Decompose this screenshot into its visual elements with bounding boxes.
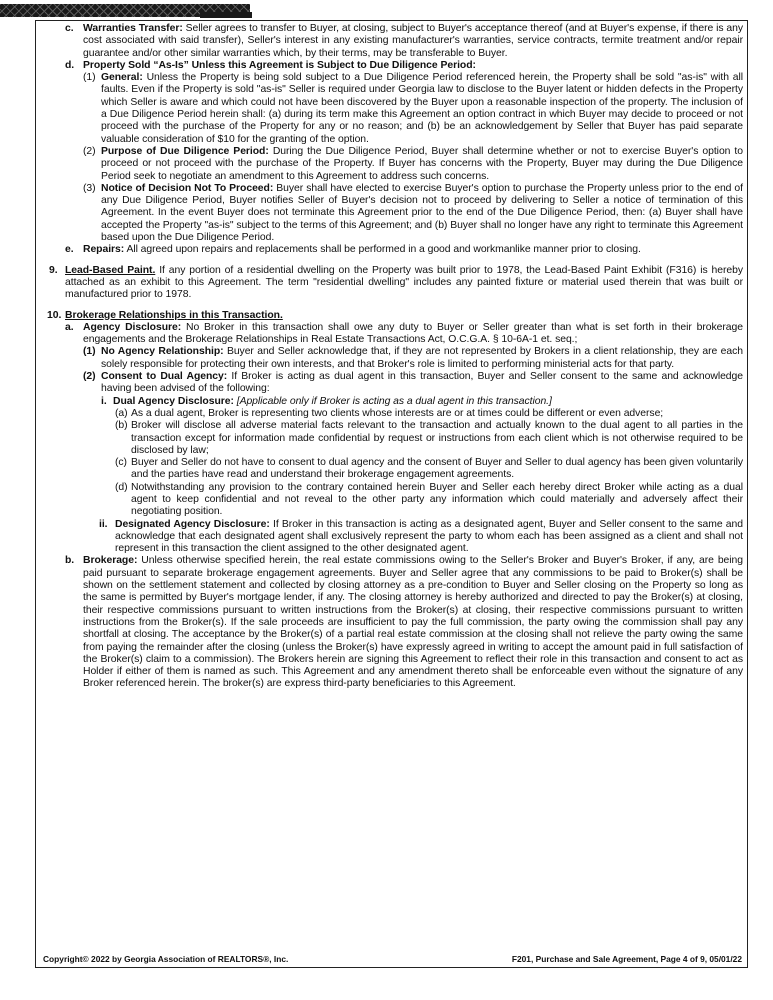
designated-agency-label: ii. bbox=[99, 518, 108, 530]
section-d-item-3-text: Buyer shall have elected to exercise Buyer's option to purchase the Property unless prior to the end of any Due Diligence Period, Buyer notifies Seller of Buyer's decision not to proceed by delivering to Seller a notice of termination of this Agreement. In the event Buyer does not terminate this Agreement prior to the end of the Due Diligence Period, then: (a) Buyer shall have accepted the Property "as-is" subject to the terms of this Agreement; and (b) Buyer shall no longer have any right to terminate this Agreement based upon the Due Diligence Period. bbox=[101, 182, 743, 244]
section-d-item-2-label: (2) bbox=[83, 145, 96, 157]
section-10a bbox=[43, 322, 743, 347]
section-10-label: 10. bbox=[47, 309, 62, 321]
section-d-item-2-title: Purpose of Due Diligence Period: bbox=[101, 145, 269, 157]
dual-agency-title: Dual Agency Disclosure: bbox=[113, 395, 234, 407]
document-body bbox=[43, 23, 743, 691]
section-10a-item-2 bbox=[43, 371, 743, 396]
section-10a-item-1-text: Buyer and Seller acknowledge that, if they are not represented by Brokers in a client relationship, they are each solely responsible for protecting their own interests, and that Broker's role is limited to performing ministerial acts for that party. bbox=[101, 346, 743, 370]
section-c-title: Warranties Transfer: bbox=[83, 23, 183, 34]
section-d-item-3 bbox=[43, 183, 743, 244]
dual-agency-item-b-label: (b) bbox=[115, 420, 128, 432]
dual-agency-item-d bbox=[43, 482, 743, 519]
section-10b bbox=[43, 555, 743, 690]
dual-agency-item-b-text: Broker will disclose all adverse material facts relevant to the transaction and actually known to the dual agent to all parties in the transaction except for information made confidential by request or instructions from each client which is not otherwise required to be disclosed by law; bbox=[131, 420, 743, 456]
section-10a-text: No Broker in this transaction shall owe any duty to Buyer or Seller greater than what is set forth in their brokerage engagements and the Brokerage Relationships in Real Estate Transactions Act, O.C.G.A. § 10-6A-1 et. seq.; bbox=[83, 321, 743, 346]
section-10a-label: a. bbox=[65, 321, 74, 333]
section-e bbox=[43, 244, 743, 256]
section-d-item-1 bbox=[43, 72, 743, 146]
section-10a-item-2-label: (2) bbox=[83, 371, 96, 383]
designated-agency-text: If Broker in this transaction is acting as a designated agent, Buyer and Seller consent to the same and acknowledge that each designated agent shall exclusively represent the party to whom each has been assigned as a client and shall not represent in this transaction the client assigned to the other designated agent. bbox=[115, 518, 743, 555]
section-9-label: 9. bbox=[49, 264, 58, 276]
dual-agency-item-d-label: (d) bbox=[115, 481, 128, 493]
dual-agency-item-c bbox=[43, 457, 743, 482]
section-10a-item-1-label: (1) bbox=[83, 346, 96, 358]
section-10b-title: Brokerage: bbox=[83, 555, 138, 567]
section-10 bbox=[43, 310, 743, 322]
dual-agency-item-a-label: (a) bbox=[115, 407, 128, 419]
footer-form-info: F201, Purchase and Sale Agreement, Page 4 of 9, 05/01/22 bbox=[511, 954, 742, 964]
redaction-bar-tail bbox=[200, 12, 252, 18]
dual-agency-item-a bbox=[43, 408, 743, 420]
section-9-title: Lead-Based Paint. bbox=[65, 264, 156, 276]
section-10b-text: Unless otherwise specified herein, the real estate commissions owing to the Seller's Broker and Buyer's Broker, if any, are being paid pursuant to separate brokerage engagement agreements. Buyer and Seller agree that any commissions to be paid to Broker(s) shall be shown on the settlement statement and collected by closing attorney as a pre-condition to Buyer and Seller closing on the Property so long as the same is permitted by Buyer's mortgage lender, if any. The closing attorney is hereby authorized and directed to pay the Broker(s) at closing, their respective commissions pursuant to written instructions from the Broker(s) at closing, their respective commissions pursuant to written instructions from the Broker(s). If the sale proceeds are insufficient to pay the full commission, the party owing the commission shall pay any shortfall at closing. The acceptance by the Broker(s) of a partial real estate commission at the closing shall not relieve the party owing the same from paying the remainder after the closing (unless the Broker(s) have expressly agreed in writing to accept the amount paid in full satisfaction of the Broker(s) claim to a commission). The Brokers herein are signing this Agreement to reflect their role in this transaction and consent to act as Holder if either of them is named as such. This Agreement and any amendment thereto shall be enforceable even without the signature of any Broker referenced herein. The broker(s) are express third-party beneficiaries to this Agreement. bbox=[83, 555, 743, 690]
section-c-text: Seller agrees to transfer to Buyer, at closing, subject to Buyer's acceptance thereof (and at Buyer's expense, if there is any cost associated with said transfer), Seller's interest in any existing manufacturer's warranties, service contracts, termite treatment and/or repair guarantee and/or other similar warranties which, by their terms, may be transferable to Buyer. bbox=[83, 23, 744, 59]
dual-agency-item-d-text: Notwithstanding any provision to the contrary contained herein Buyer and Seller each hereby direct Broker while acting as a dual agent to keep confidential and not reveal to the other party any information which could materially and adversely affect their negotiating position. bbox=[131, 481, 743, 518]
section-10-title: Brokerage Relationships in this Transaction. bbox=[65, 309, 283, 321]
section-10a-title: Agency Disclosure: bbox=[83, 321, 182, 333]
dual-agency-item-c-text: Buyer and Seller do not have to consent to dual agency and the consent of Buyer and Seller to dual agency has been given voluntarily and the parties have read and understand their brokerage engagement agreements. bbox=[131, 457, 743, 481]
section-d-item-3-label: (3) bbox=[83, 182, 96, 194]
section-c-label: c. bbox=[65, 23, 74, 34]
section-d-item-3-title: Notice of Decision Not To Proceed: bbox=[101, 182, 274, 194]
section-e-text: All agreed upon repairs and replacements shall be performed in a good and workmanlike manner prior to closing. bbox=[126, 244, 641, 256]
dual-agency-item-a-text: As a dual agent, Broker is representing two clients whose interests are or at times could be different or even adverse; bbox=[131, 407, 664, 419]
section-10a-item-1 bbox=[43, 346, 743, 371]
dual-agency-item-c-label: (c) bbox=[115, 457, 127, 469]
footer-copyright: Copyright© 2022 by Georgia Association of REALTORS®, Inc. bbox=[43, 954, 289, 964]
section-9-text: If any portion of a residential dwelling on the Property was built prior to 1978, the Lead-Based Paint Exhibit (F316) is hereby attached as an exhibit to this Agreement. The term "residential dwelling" includes any painted fixture or material used therein that was built or manufactured prior to 1978. bbox=[65, 264, 743, 301]
section-10a-item-2-text: If Broker is acting as dual agent in this transaction, Buyer and Seller consent to the same and acknowledge having been advised of the following: bbox=[101, 371, 743, 395]
section-10b-label: b. bbox=[65, 555, 75, 567]
section-d-label: d. bbox=[65, 59, 75, 71]
designated-agency-title: Designated Agency Disclosure: bbox=[115, 518, 270, 530]
dual-agency-disclosure bbox=[43, 396, 743, 408]
section-e-title: Repairs: bbox=[83, 244, 125, 256]
page-footer bbox=[37, 954, 748, 964]
section-10a-item-1-title: No Agency Relationship: bbox=[101, 346, 224, 358]
section-d-title: Property Sold “As-Is” Unless this Agreement is Subject to Due Diligence Period: bbox=[83, 59, 476, 71]
dual-agency-label: i. bbox=[101, 395, 107, 407]
section-c bbox=[43, 23, 743, 60]
section-e-label: e. bbox=[65, 244, 74, 256]
section-d-item-1-title: General: bbox=[101, 72, 143, 84]
section-d bbox=[43, 60, 743, 72]
section-d-item-2 bbox=[43, 146, 743, 183]
section-d-item-1-label: (1) bbox=[83, 72, 96, 84]
section-10a-item-2-title: Consent to Dual Agency: bbox=[101, 371, 228, 383]
designated-agency-disclosure bbox=[43, 519, 743, 556]
section-d-item-2-text: During the Due Diligence Period, Buyer shall determine whether or not to exercise Buyer's option to proceed or not proceed with the purchase of the Property. If Buyer has concerns with the Property, Buyer may during the Due Diligence Period seek to negotiate an amendment to this Agreement to address such concerns. bbox=[101, 145, 744, 182]
dual-agency-note: [Applicable only if Broker is acting as a dual agent in this transaction.] bbox=[236, 395, 552, 407]
dual-agency-item-b bbox=[43, 420, 743, 457]
section-d-item-1-text: Unless the Property is being sold subject to a Due Diligence Period referenced herein, the Property shall be sold "as-is" with all faults. Even if the Property is sold "as-is" Seller is required under Georgia law to disclose to the Buyer latent or hidden defects in the Property which Seller is aware and which could not have been discovered by the Buyer upon a reasonable inspection of the property. The inclusion of a Due Diligence Period herein shall: (a) during its term make this Agreement an option contract in which Buyer may decide to proceed or not proceed with the purchase of the Property for any or no reason; and (b) be an acknowledgement by Seller that Buyer has paid separate valuable consideration of $10 for the granting of the option. bbox=[101, 72, 743, 145]
section-9 bbox=[43, 265, 743, 302]
